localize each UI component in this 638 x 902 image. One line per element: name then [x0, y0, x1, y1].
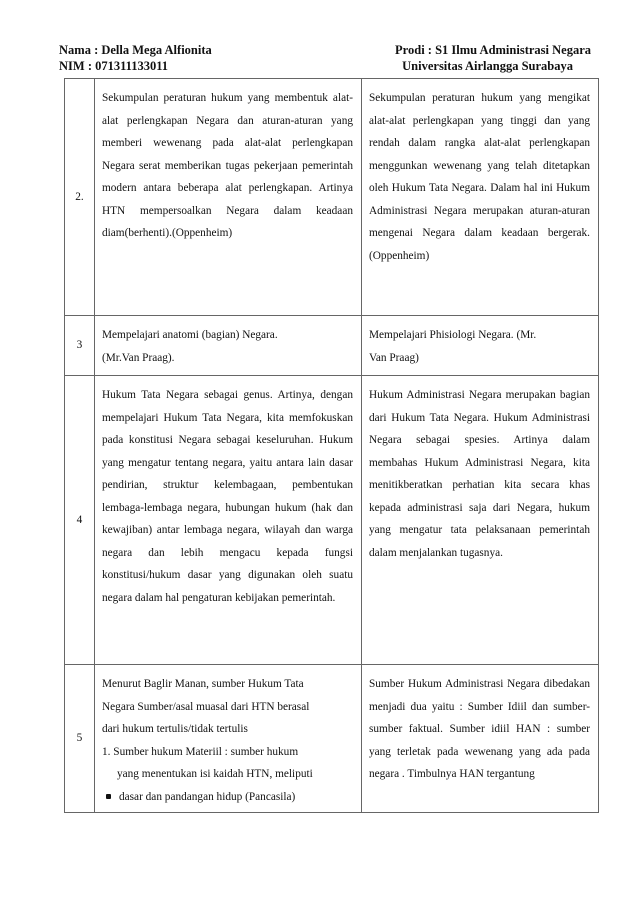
- table-row: [65, 376, 599, 665]
- table-row: [65, 79, 599, 316]
- han-cell: Sekumpulan peraturan hukum yang mengikat alat-alat perlengkapan yang tinggi dan yang rendah dalam rangka alat-alat perlengkapan menggunkan wewenang yang telah ditetapkan oleh Hukum Tata Negara. Dalam hal ini Hukum Administrasi Negara merupakan aturan-aturan mengenai Negara dalam keadaan bergerak.(Oppenheim): [362, 79, 599, 316]
- document-header: [59, 42, 591, 74]
- study-program: Prodi : S1 Ilmu Administrasi Negara: [395, 43, 591, 57]
- han-cell: Sumber Hukum Administrasi Negara dibedakan menjadi dua yaitu : Sumber Idiil dan sumber-sumber faktual. Sumber idiil HAN : sumber yang terletak pada wewenang yang ada pada negara . Timbulnya HAN tergantung: [362, 665, 599, 813]
- bullet-item: [102, 786, 353, 809]
- han-cell: Hukum Administrasi Negara merupakan bagian dari Hukum Tata Negara. Hukum Administrasi Negara sebagai spesies. Artinya dalam membahas Hukum Administrasi Negara, kita menitikberatkan perhatian kita secara khas kepada administrasi saja dari Negara, hukum yang mengatur tata pelaksanaan pemerintah dalam menjalankan tugasnya.: [362, 376, 599, 665]
- student-nim: NIM : 071311133011: [59, 59, 169, 73]
- table-row: [65, 665, 599, 813]
- htn-cell: [95, 316, 362, 376]
- cell-line: dari hukum tertulis/tidak tertulis: [102, 723, 248, 735]
- student-name: Nama : Della Mega Alfionita: [59, 43, 212, 57]
- row-number: 3: [65, 316, 95, 376]
- row-number: 2.: [65, 79, 95, 316]
- row-number: 5: [65, 665, 95, 813]
- bullet-icon: [106, 794, 111, 799]
- htn-cell: [95, 665, 362, 813]
- university: Universitas Airlangga Surabaya: [402, 59, 573, 73]
- cell-line: Van Praag): [369, 351, 419, 364]
- htn-cell: Hukum Tata Negara sebagai genus. Artinya, dengan mempelajari Hukum Tata Negara, kita memfokuskan pada konstitusi Negara sebagai keseluruhan. Hukum yang mengatur tentang negara, yaitu antara lain dasar pendirian, struktur kelembagaan, pembentukan lembaga-lembaga negara, hubungan hukum (hak dan kewajiban) antar lembaga negara, wilayah dan warga negara dan lebih mengacu kepada fungsi konstitusi/hukum dasar yang digunakan oleh suatu negara dalam hal pengaturan kebijakan pemerintah.: [95, 376, 362, 665]
- bullet-text: dasar dan pandangan hidup (Pancasila): [119, 790, 296, 803]
- cell-line: Mempelajari anatomi (bagian) Negara.: [102, 329, 278, 341]
- cell-line: Negara Sumber/asal muasal dari HTN berasal: [102, 700, 310, 713]
- row-number: 4: [65, 376, 95, 665]
- htn-cell: Sekumpulan peraturan hukum yang membentuk alat-alat perlengkapan Negara dan aturan-aturan yang memberi wewenang pada alat-alat perlengkapan Negara serat memberikan tugas pekerjaan pemerintah modern antara beberapa alat perlengkapan. Artinya HTN mempersoalkan Negara dalam keadaan diam(berhenti).(Oppenheim): [95, 79, 362, 316]
- list-item: 1. Sumber hukum Materiil : sumber hukum: [102, 745, 299, 758]
- list-item-continuation: yang menentukan isi kaidah HTN, meliputi: [117, 768, 313, 780]
- cell-line: Menurut Baglir Manan, sumber Hukum Tata: [102, 678, 304, 690]
- han-cell: [362, 316, 599, 376]
- table-row: [65, 316, 599, 376]
- source-list: [102, 741, 353, 809]
- comparison-table: [64, 78, 599, 813]
- cell-line: (Mr.Van Praag).: [102, 351, 175, 364]
- header-row-1: [59, 42, 591, 58]
- cell-line: Mempelajari Phisiologi Negara. (Mr.: [369, 329, 537, 341]
- header-row-2: [59, 58, 591, 74]
